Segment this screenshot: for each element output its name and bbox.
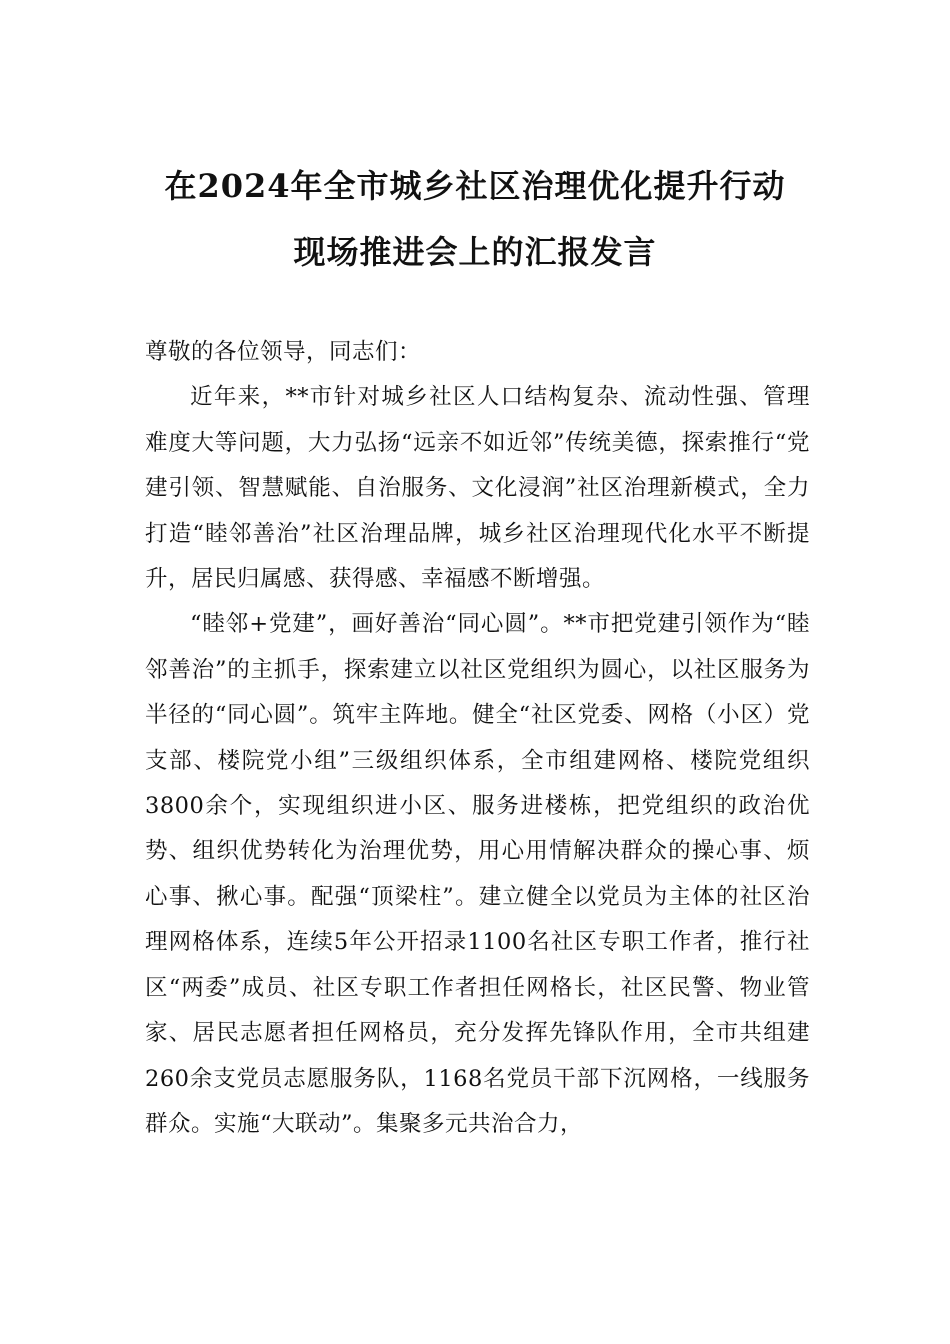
paragraph-party-building: “睦邻+党建”，画好善治“同心圆”。**市把党建引领作为“睦邻善治”的主抓手，探索建立以社区党组织为圆心，以社区服务为半径的“同心圆”。筑牢主阵地。健全“社区党委、网格（小区）党支部、楼院党小组”三级组织体系，全市组建网格、楼院党组织3800余个，实现组织进小区、服务进楼栋，把党组织的政治优势、组织优势转化为治理优势，用心用情解决群众的操心事、烦心事、揪心事。配强“顶梁柱”。建立健全以党员为主体的社区治理网格体系，连续5年公开招录1100名社区专职工作者，推行社区“两委”成员、社区专职工作者担任网格长，社区民警、物业管家、居民志愿者担任网格员，充分发挥先锋队作用，全市共组建260余支党员志愿服务队，1168名党员干部下沉网格，一线服务群众。实施“大联动”。集聚多元共治合力， <box>145 611 810 1137</box>
paragraph-intro: 近年来，**市针对城乡社区人口结构复杂、流动性强、管理难度大等问题，大力弘扬“远亲不如近邻”传统美德，探索推行“党建引领、智慧赋能、自治服务、文化浸润”社区治理新模式，全力打造“睦邻善治”社区治理品牌，城乡社区治理现代化水平不断提升，居民归属感、获得感、幸福感不断增强。 <box>145 384 810 593</box>
salutation: 尊敬的各位领导，同志们： <box>145 339 422 365</box>
document-title-line-2: 现场推进会上的汇报发言 <box>293 233 657 271</box>
document-title-line-1: 在2024年全市城乡社区治理优化提升行动 <box>164 167 786 205</box>
document-body <box>145 330 810 1147</box>
